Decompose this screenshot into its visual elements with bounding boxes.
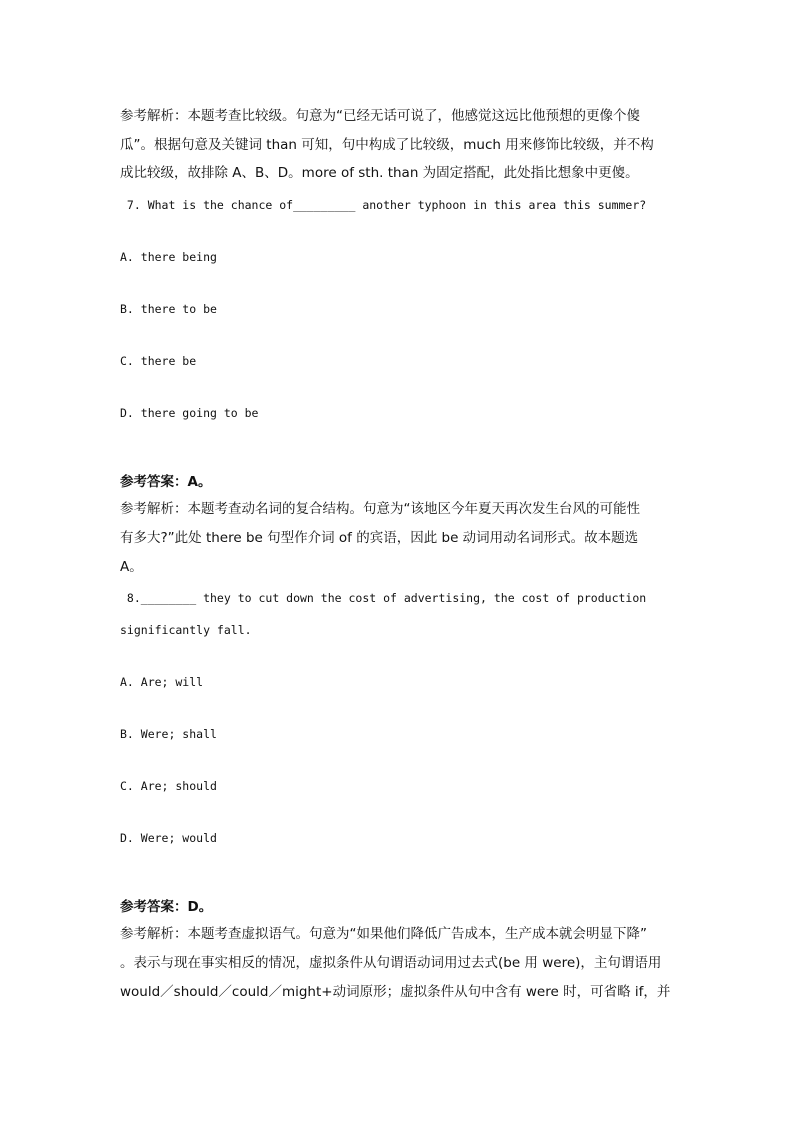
option-a: A. Are; will xyxy=(120,675,204,689)
explanation-line: 参考解析：本题考查动名词的复合结构。句意为“该地区今年夏天再次发生台风的可能性 xyxy=(120,501,640,517)
answer-label: 参考答案：D。 xyxy=(120,899,213,915)
explanation-line: 有多大?”此处 there be 句型作介词 of 的宾语，因此 be 动词用动名词形式。故本题选 xyxy=(120,530,639,546)
answer-label: 参考答案：A。 xyxy=(120,474,212,490)
question-stem: significantly fall. xyxy=(120,623,252,637)
option-d: D. there going to be xyxy=(120,406,259,420)
option-d: D. Were; would xyxy=(120,831,217,845)
explanation-line: 成比较级，故排除 A、B、D。more of sth. than 为固定搭配，此处指比想象中更傻。 xyxy=(120,165,639,181)
option-c: C. Are; should xyxy=(120,779,217,793)
explanation-line: 参考解析：本题考查虚拟语气。句意为“如果他们降低广告成本，生产成本就会明显下降” xyxy=(120,926,647,942)
option-b: B. Were; shall xyxy=(120,727,217,741)
option-c: C. there be xyxy=(120,354,197,368)
explanation-line: 。表示与现在事实相反的情况，虚拟条件从句谓语动词用过去式(be 用 were)，主句谓语用 xyxy=(120,955,662,971)
explanation-line: 参考解析：本题考查比较级。句意为“已经无话可说了，他感觉这远比他预想的更像个傻 xyxy=(120,108,640,124)
question-stem: 7. What is the chance of_________ another typhoon in this area this summer? xyxy=(120,198,647,212)
option-b: B. there to be xyxy=(120,302,217,316)
explanation-line: A。 xyxy=(120,559,143,575)
question-stem: 8.________ they to cut down the cost of advertising, the cost of production xyxy=(120,591,647,605)
explanation-line: 瓜”。根据句意及关键词 than 可知，句中构成了比较级，much 用来修饰比较级，并不构 xyxy=(120,137,654,153)
explanation-line: would／should／could／might+动词原形；虚拟条件从句中含有 were 时，可省略 if，并 xyxy=(120,984,671,1000)
option-a: A. there being xyxy=(120,250,217,264)
